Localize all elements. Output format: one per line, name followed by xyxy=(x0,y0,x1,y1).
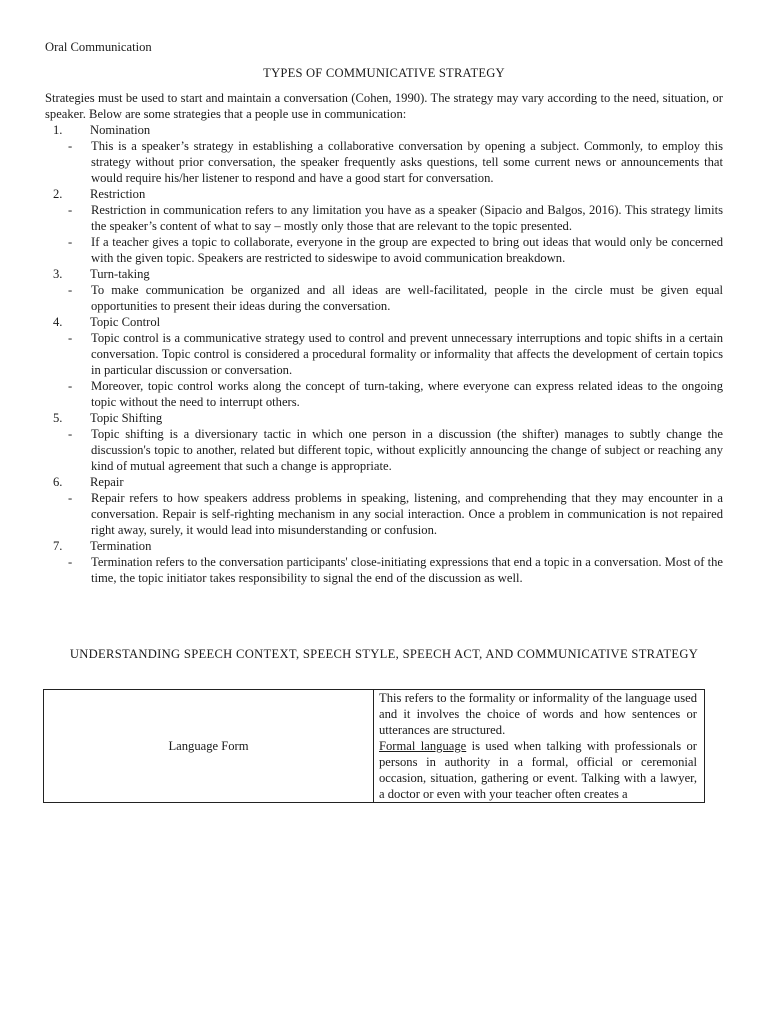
strategy-item-topic-control xyxy=(45,314,723,330)
strategy-number: 4. xyxy=(53,315,63,329)
document-header: Oral Communication xyxy=(45,40,152,54)
formal-language-term: Formal language xyxy=(379,739,467,753)
section-heading: UNDERSTANDING SPEECH CONTEXT, SPEECH STYLE, SPEECH ACT, AND COMMUNICATIVE STRATEGY xyxy=(69,647,699,661)
bullet-item xyxy=(68,426,723,474)
bullet-item xyxy=(68,378,723,410)
strategy-bullets xyxy=(68,426,723,474)
strategy-name: Repair xyxy=(90,475,124,489)
language-form-table xyxy=(43,689,705,803)
strategy-item-turn-taking xyxy=(45,266,723,282)
strategy-item-termination xyxy=(45,538,723,554)
strategy-item-restriction xyxy=(45,186,723,202)
dash-marker: - xyxy=(68,427,73,441)
dash-marker: - xyxy=(68,491,73,505)
strategy-number: 3. xyxy=(53,267,63,281)
bullet-text: Topic control is a communicative strategy used to control and prevent unnecessary interruptions and topic shifts in a certain conversation. Topic control is considered a procedural formality or informality that affects the development of certain topics in particular discussion or conversation. xyxy=(91,331,723,377)
strategy-number: 7. xyxy=(53,539,63,553)
dash-marker: - xyxy=(68,235,73,249)
bullet-text: Repair refers to how speakers address problems in speaking, listening, and comprehending that they may encounter in a conversation. Repair is self-righting mechanism in any social interaction. Once a problem in communication is not repaired right away, surely, it would lead into misunderstanding or confusion. xyxy=(91,491,723,537)
document-page xyxy=(45,39,723,803)
formal-language-text: is used when talking with professionals or persons in authority in a formal, official or ceremonial occasion, situation, gathering or event. Talking with a lawyer, a doctor or even with your teacher often creates a xyxy=(379,739,698,801)
description-intro: This refers to the formality or informality of the language used and it involves the choice of words and how sentences or utterances are structured. xyxy=(379,691,697,737)
strategy-bullets xyxy=(68,202,723,266)
strategy-number: 5. xyxy=(53,411,63,425)
bullet-text: Restriction in communication refers to any limitation you have as a speaker (Sipacio and Balgos, 2016). This strategy limits the speaker’s content of what to say – mostly only those that are relevant to the topic presented. xyxy=(91,203,723,233)
strategy-name: Nomination xyxy=(90,123,151,137)
strategy-bullets xyxy=(68,282,723,314)
strategy-name: Topic Shifting xyxy=(90,411,163,425)
bullet-item xyxy=(68,234,723,266)
strategy-number: 6. xyxy=(53,475,63,489)
bullet-text: This is a speaker’s strategy in establishing a collaborative conversation by opening a subject. Commonly, to employ this strategy without prior conversation, the speaker frequently asks questions, tell some current news or announcements that would require his/her listener to respond and have a good start for conversation. xyxy=(91,139,723,185)
strategy-number: 1. xyxy=(53,123,63,137)
bullet-item xyxy=(68,282,723,314)
strategy-bullets xyxy=(68,138,723,186)
strategy-item-topic-shifting xyxy=(45,410,723,426)
strategy-name: Topic Control xyxy=(90,315,161,329)
table-label-cell: Language Form xyxy=(44,690,374,803)
table-row xyxy=(44,690,705,803)
dash-marker: - xyxy=(68,331,73,345)
bullet-text: Termination refers to the conversation participants' close-initiating expressions that end a topic in a conversation. Most of the time, the topic initiator takes responsibility to signal the end of the discussion as well. xyxy=(91,555,723,585)
dash-marker: - xyxy=(68,203,73,217)
dash-marker: - xyxy=(68,283,73,297)
document-title: TYPES OF COMMUNICATIVE STRATEGY xyxy=(263,66,505,80)
bullet-item xyxy=(68,554,723,586)
strategy-name: Turn-taking xyxy=(90,267,150,281)
bullet-item xyxy=(68,202,723,234)
intro-paragraph: Strategies must be used to start and maintain a conversation (Cohen, 1990). The strategy may vary according to the need, situation, or speaker. Below are some strategies that a people use in communication: xyxy=(45,91,723,121)
dash-marker: - xyxy=(68,555,73,569)
bullet-item xyxy=(68,138,723,186)
dash-marker: - xyxy=(68,139,73,153)
table-description-cell xyxy=(374,690,705,803)
strategy-item-repair xyxy=(45,474,723,490)
bullet-text: If a teacher gives a topic to collaborate, everyone in the group are expected to bring out ideas that would only be concerned with the given topic. Speakers are restricted to sideswipe to avoid communication breakdown. xyxy=(91,235,723,265)
strategy-list xyxy=(45,122,723,586)
strategy-bullets xyxy=(68,490,723,538)
bullet-text: To make communication be organized and all ideas are well-facilitated, people in the circle must be given equal opportunities to present their ideas during the conversation. xyxy=(91,283,723,313)
strategy-item-nomination xyxy=(45,122,723,138)
strategy-bullets xyxy=(68,554,723,586)
bullet-text: Moreover, topic control works along the concept of turn-taking, where everyone can express related ideas to the ongoing topic without the need to interrupt others. xyxy=(91,379,723,409)
strategy-name: Termination xyxy=(90,539,152,553)
bullet-text: Topic shifting is a diversionary tactic in which one person in a discussion (the shifter) manages to subtly change the discussion's topic to another, related but different topic, without explicitly announcing the change of subject or reaching any kind of mutual agreement that such a change is appropriate. xyxy=(91,427,723,473)
strategy-number: 2. xyxy=(53,187,63,201)
bullet-item xyxy=(68,490,723,538)
dash-marker: - xyxy=(68,379,73,393)
bullet-item xyxy=(68,330,723,378)
strategy-bullets xyxy=(68,330,723,410)
strategy-name: Restriction xyxy=(90,187,146,201)
